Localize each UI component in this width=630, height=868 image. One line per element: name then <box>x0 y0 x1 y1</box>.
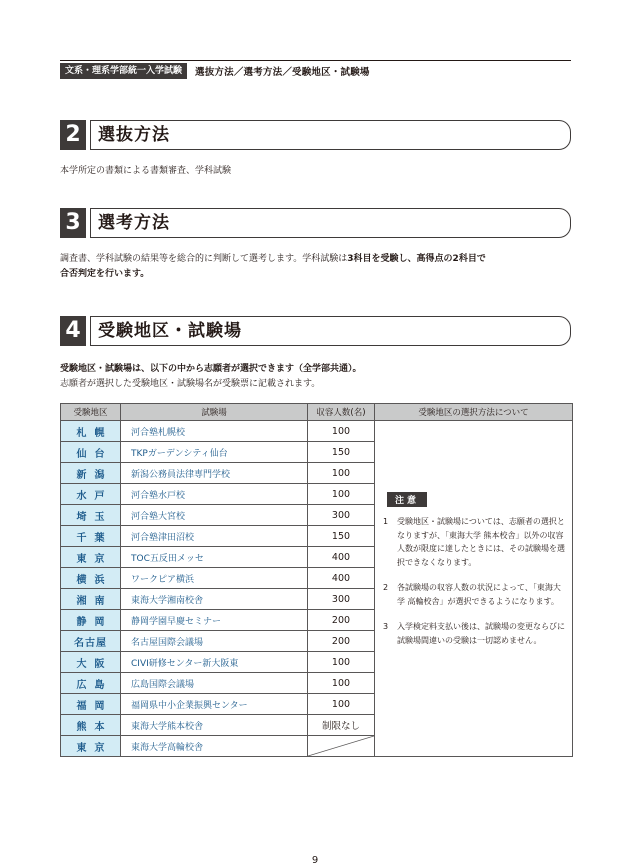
note-item <box>383 620 567 647</box>
site-cell: CIVI研修センター新大阪東 <box>121 652 308 673</box>
section-2-body: 本学所定の書類による書類審査、学科試験 <box>60 166 232 176</box>
notes-badge: 注意 <box>387 492 427 507</box>
site-cell: 河合塾津田沼校 <box>121 526 308 547</box>
site-cell: 東海大学熊本校舎 <box>121 715 308 736</box>
area-cell: 東京 <box>61 736 121 757</box>
area-cell: 千葉 <box>61 526 121 547</box>
capacity-cell: 100 <box>308 484 375 505</box>
capacity-cell: 400 <box>308 568 375 589</box>
note-item <box>383 515 567 569</box>
header-rule <box>60 60 571 61</box>
area-cell: 東京 <box>61 547 121 568</box>
section-4-number: 4 <box>60 316 86 346</box>
note-number: 1 <box>383 517 389 526</box>
site-cell: TOC五反田メッセ <box>121 547 308 568</box>
note-text: 各試験場の収容人数の状況によって、「東海大学 高輪校舎」が選択できるようになります。 <box>397 583 561 606</box>
note-number: 2 <box>383 583 389 592</box>
diagonal-slash-icon <box>308 736 374 756</box>
section-2-heading <box>60 120 571 150</box>
site-cell: 河合塾水戸校 <box>121 484 308 505</box>
capacity-cell: 150 <box>308 526 375 547</box>
capacity-cell: 100 <box>308 421 375 442</box>
col-header-method: 受験地区の選択方法について <box>375 404 573 421</box>
area-cell: 大阪 <box>61 652 121 673</box>
section-4-heading <box>60 316 571 346</box>
area-cell: 埼玉 <box>61 505 121 526</box>
table-row <box>61 421 573 442</box>
note-number: 3 <box>383 622 389 631</box>
section-4-title: 受験地区・試験場 <box>98 321 242 341</box>
section-3-body-text: 調査書、学科試験の結果等を総合的に判断して選考します。学科試験は <box>60 254 348 264</box>
area-cell: 福岡 <box>61 694 121 715</box>
site-cell: 東海大学高輪校舎 <box>121 736 308 757</box>
note-item <box>383 581 567 608</box>
col-header-site: 試験場 <box>121 404 308 421</box>
site-cell: 新潟公務員法律専門学校 <box>121 463 308 484</box>
section-2-number: 2 <box>60 120 86 150</box>
site-cell: TKPガーデンシティ仙台 <box>121 442 308 463</box>
section-3-body-emphasis: 3科目を受験し、高得点の2科目で <box>347 254 486 264</box>
area-cell: 横浜 <box>61 568 121 589</box>
area-cell: 水戸 <box>61 484 121 505</box>
capacity-cell: 150 <box>308 442 375 463</box>
section-3-heading <box>60 208 571 238</box>
site-cell: 東海大学湘南校舎 <box>121 589 308 610</box>
note-text: 受験地区・試験場については、志願者の選択となりますが、「東海大学 熊本校舎」以外の収容人数が限度に達したときには、その試験場を選択できなくなります。 <box>397 517 565 567</box>
capacity-cell-empty <box>308 736 375 757</box>
page-number: 9 <box>311 855 319 866</box>
col-header-capacity: 収容人数(名) <box>308 404 375 421</box>
area-cell: 広島 <box>61 673 121 694</box>
site-cell: 福岡県中小企業振興センター <box>121 694 308 715</box>
area-cell: 札幌 <box>61 421 121 442</box>
area-cell: 熊本 <box>61 715 121 736</box>
site-cell: 河合塾札幌校 <box>121 421 308 442</box>
section-3-title: 選考方法 <box>98 213 170 233</box>
section-4-lead <box>60 362 362 392</box>
section-2-title: 選抜方法 <box>98 125 170 145</box>
capacity-cell: 200 <box>308 631 375 652</box>
site-cell: 広島国際会議場 <box>121 673 308 694</box>
capacity-cell: 100 <box>308 652 375 673</box>
area-cell: 名古屋 <box>61 631 121 652</box>
section-4-lead-text: 志願者が選択した受験地区・試験場名が受験票に記載されます。 <box>60 379 321 389</box>
site-cell: ワークピア横浜 <box>121 568 308 589</box>
capacity-cell: 100 <box>308 673 375 694</box>
header-category-tag: 文系・理系学部統一入学試験 <box>60 63 187 79</box>
capacity-cell: 200 <box>308 610 375 631</box>
section-4-lead-bold: 受験地区・試験場は、以下の中から志願者が選択できます（全学部共通）。 <box>60 364 362 374</box>
site-cell: 河合塾大宮校 <box>121 505 308 526</box>
area-cell: 湘南 <box>61 589 121 610</box>
capacity-cell: 400 <box>308 547 375 568</box>
site-cell: 静岡学園早慶セミナー <box>121 610 308 631</box>
area-cell: 新潟 <box>61 463 121 484</box>
area-cell: 仙台 <box>61 442 121 463</box>
site-cell: 名古屋国際会議場 <box>121 631 308 652</box>
area-cell: 静岡 <box>61 610 121 631</box>
note-text: 入学検定料支払い後は、試験場の変更ならびに試験場間違いの受験は一切認めません。 <box>397 622 565 645</box>
capacity-cell: 300 <box>308 589 375 610</box>
running-header <box>60 63 370 79</box>
section-3-body <box>60 252 486 282</box>
capacity-cell: 300 <box>308 505 375 526</box>
section-3-body-emphasis-2: 合否判定を行います。 <box>60 269 150 279</box>
col-header-area: 受験地区 <box>61 404 121 421</box>
table-header-row <box>61 404 573 421</box>
capacity-cell: 100 <box>308 694 375 715</box>
header-breadcrumb: 選抜方法／選考方法／受験地区・試験場 <box>195 67 370 78</box>
capacity-cell: 制限なし <box>308 715 375 736</box>
notes-panel <box>383 488 567 659</box>
capacity-cell: 100 <box>308 463 375 484</box>
section-3-number: 3 <box>60 208 86 238</box>
